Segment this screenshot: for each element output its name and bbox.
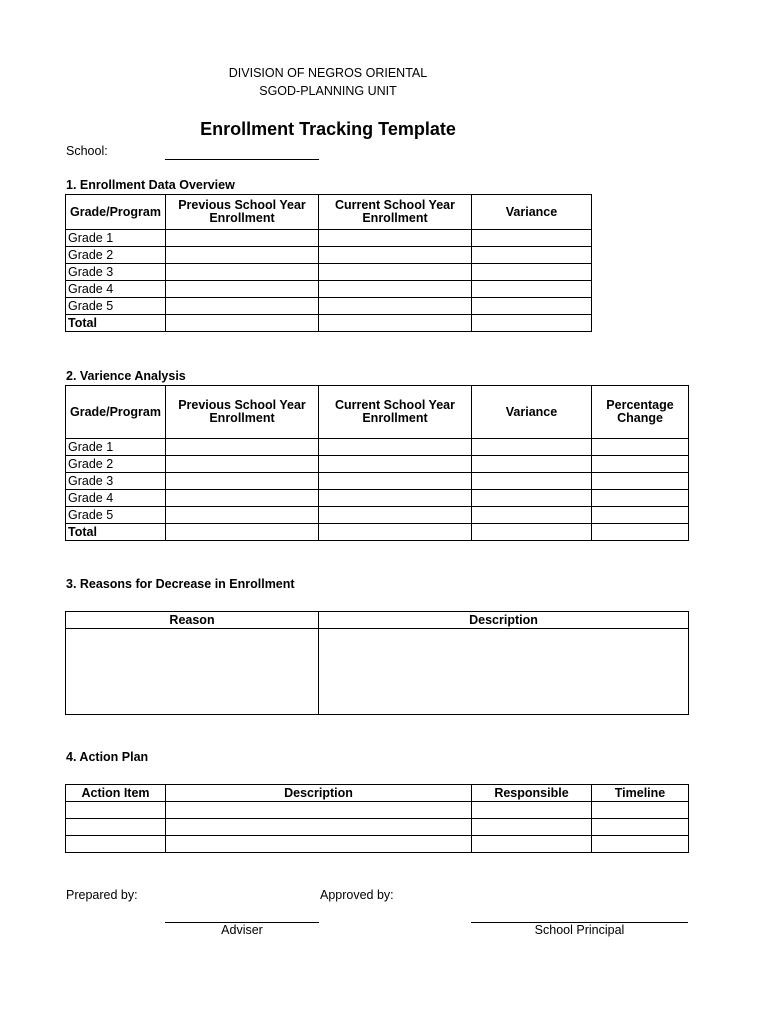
table-cell[interactable] [166,507,319,524]
table-row [66,524,689,541]
table-row [66,264,592,281]
table-cell[interactable] [592,836,689,853]
row-label: Grade 1 [66,230,166,247]
row-label: Grade 3 [66,264,166,281]
table-cell[interactable] [472,439,592,456]
principal-label: School Principal [534,923,625,937]
col-header-variance: Variance [472,195,592,230]
adviser-label: Adviser [221,923,263,937]
table-cell[interactable] [166,439,319,456]
table-cell[interactable] [592,490,689,507]
page-title: Enrollment Tracking Template [200,119,456,139]
col-header-current: Current School Year Enrollment [319,195,472,230]
col-header-previous: Previous School Year Enrollment [166,195,319,230]
table-row [66,247,592,264]
table-cell[interactable] [166,315,319,332]
table-cell[interactable] [472,230,592,247]
row-label: Grade 1 [66,439,166,456]
table-cell[interactable] [592,473,689,490]
table-row [66,507,689,524]
row-label: Grade 5 [66,298,166,315]
table-cell[interactable] [592,524,689,541]
table-cell[interactable] [166,819,472,836]
table-cell[interactable] [472,836,592,853]
school-field-line[interactable] [165,159,319,160]
table-cell[interactable] [472,490,592,507]
table-cell[interactable] [319,524,472,541]
table-cell[interactable] [319,629,689,715]
prepared-by-label: Prepared by: [66,888,138,902]
table-cell[interactable] [472,247,592,264]
table-cell[interactable] [166,524,319,541]
table-cell[interactable] [472,264,592,281]
table-cell[interactable] [319,439,472,456]
table-cell[interactable] [166,473,319,490]
total-label: Total [66,524,166,541]
table-cell[interactable] [319,473,472,490]
table-cell[interactable] [166,298,319,315]
row-label: Grade 5 [66,507,166,524]
table-cell[interactable] [166,456,319,473]
table-cell[interactable] [472,298,592,315]
table-row [66,819,689,836]
unit-name: SGOD-PLANNING UNIT [259,84,397,98]
reasons-table [65,611,689,715]
row-label: Grade 3 [66,473,166,490]
table-row [66,298,592,315]
col-header-reason: Reason [66,612,319,629]
table-row [66,230,592,247]
table-cell[interactable] [66,629,319,715]
table-cell[interactable] [472,507,592,524]
table-cell[interactable] [66,802,166,819]
table-cell[interactable] [319,247,472,264]
table-cell[interactable] [472,524,592,541]
table-cell[interactable] [472,281,592,298]
table-cell[interactable] [319,264,472,281]
section2-heading: 2. Varience Analysis [66,369,186,383]
table-cell[interactable] [166,802,472,819]
school-label: School: [66,144,108,158]
action-plan-table [65,784,689,853]
table-cell[interactable] [472,819,592,836]
section1-heading: 1. Enrollment Data Overview [66,178,235,192]
table-cell[interactable] [66,819,166,836]
approved-by-label: Approved by: [320,888,394,902]
section3-heading: 3. Reasons for Decrease in Enrollment [66,577,295,591]
col-header-description: Description [166,785,472,802]
col-header-variance: Variance [472,386,592,439]
table-cell[interactable] [66,836,166,853]
total-label: Total [66,315,166,332]
table-row [66,315,592,332]
table-cell[interactable] [166,836,472,853]
table-row [66,490,689,507]
table-cell[interactable] [166,281,319,298]
table-cell[interactable] [319,456,472,473]
row-label: Grade 4 [66,281,166,298]
table-cell[interactable] [592,819,689,836]
table-cell[interactable] [472,473,592,490]
table-row [66,836,689,853]
table-cell[interactable] [592,456,689,473]
table-cell[interactable] [472,802,592,819]
section4-heading: 4. Action Plan [66,750,149,764]
col-header-previous: Previous School Year Enrollment [166,386,319,439]
col-header-percentage: Percentage Change [592,386,689,439]
col-header-timeline: Timeline [592,785,689,802]
table-row [66,439,689,456]
row-label: Grade 2 [66,456,166,473]
division-name: DIVISION OF NEGROS ORIENTAL [228,66,428,80]
col-header-responsible: Responsible [472,785,592,802]
enrollment-overview-table [65,194,592,332]
col-header-grade: Grade/Program [66,386,166,439]
table-cell[interactable] [166,230,319,247]
table-row [66,456,689,473]
table-cell[interactable] [166,490,319,507]
table-cell[interactable] [319,298,472,315]
table-row [66,473,689,490]
table-row [66,629,689,715]
table-cell[interactable] [319,507,472,524]
row-label: Grade 2 [66,247,166,264]
table-cell[interactable] [472,315,592,332]
table-cell[interactable] [592,507,689,524]
table-cell[interactable] [319,490,472,507]
table-cell[interactable] [319,281,472,298]
table-cell[interactable] [472,456,592,473]
col-header-current: Current School Year Enrollment [319,386,472,439]
table-cell[interactable] [592,802,689,819]
row-label: Grade 4 [66,490,166,507]
col-header-grade: Grade/Program [66,195,166,230]
variance-analysis-table [65,385,689,541]
table-cell[interactable] [592,439,689,456]
table-cell[interactable] [319,315,472,332]
table-cell[interactable] [319,230,472,247]
col-header-action-item: Action Item [66,785,166,802]
table-row [66,802,689,819]
col-header-description: Description [319,612,689,629]
table-row [66,281,592,298]
table-cell[interactable] [166,264,319,281]
table-cell[interactable] [166,247,319,264]
